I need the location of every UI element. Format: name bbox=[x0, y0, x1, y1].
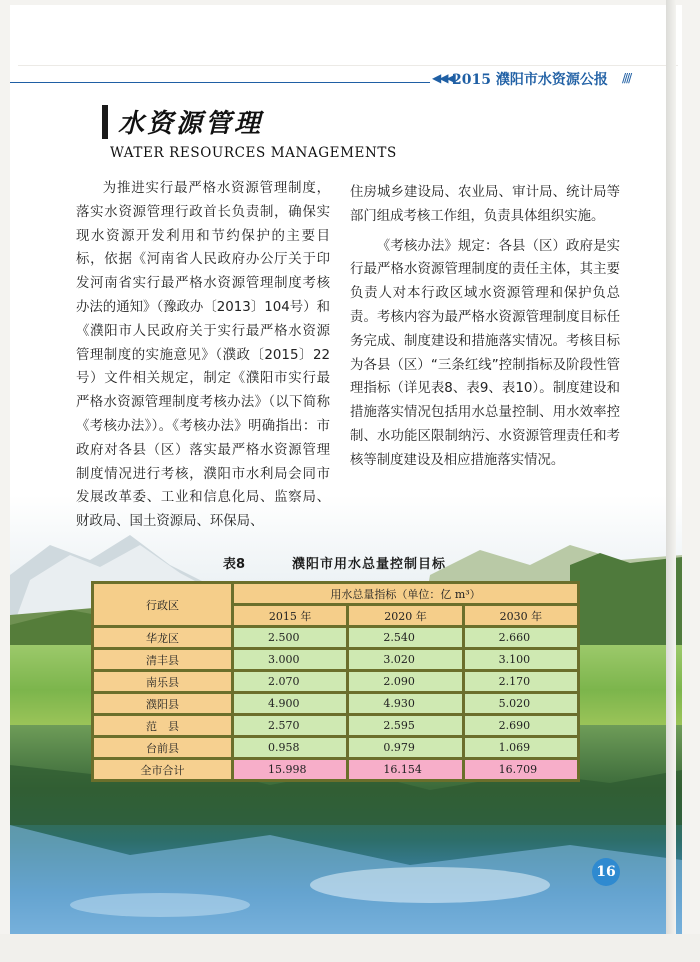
cell-value: 0.979 bbox=[348, 737, 463, 759]
total-value: 16.709 bbox=[463, 759, 578, 781]
header-year-2020: 2020 年 bbox=[348, 605, 463, 627]
cell-value: 2.170 bbox=[463, 671, 578, 693]
page-number: 16 bbox=[592, 858, 620, 886]
water-use-table bbox=[91, 581, 580, 782]
cell-value: 2.690 bbox=[463, 715, 578, 737]
cell-value: 2.595 bbox=[348, 715, 463, 737]
total-value: 16.154 bbox=[348, 759, 463, 781]
cell-value: 2.090 bbox=[348, 671, 463, 693]
section-title-cn: 水资源管理 bbox=[118, 109, 264, 139]
table-header-row bbox=[93, 583, 579, 605]
header-group: 用水总量指标（单位：亿 m³） bbox=[233, 583, 579, 605]
paragraph-continuation: 住房城乡建设局、农业局、审计局、统计局等部门组成考核工作组，负责具体组织实施。 bbox=[350, 185, 620, 224]
paper-sheet bbox=[10, 5, 682, 935]
total-label: 全市合计 bbox=[93, 759, 233, 781]
cell-value: 5.020 bbox=[463, 693, 578, 715]
fold-line bbox=[18, 65, 678, 66]
section-title-en: WATER RESOURCES MANAGEMENTS bbox=[110, 145, 397, 161]
cell-value: 2.540 bbox=[348, 627, 463, 649]
body-column-right bbox=[350, 181, 620, 473]
row-label: 清丰县 bbox=[93, 649, 233, 671]
page-bottom-margin bbox=[0, 934, 700, 962]
cell-value: 4.930 bbox=[348, 693, 463, 715]
table-row bbox=[93, 671, 579, 693]
header-year-2015: 2015 年 bbox=[233, 605, 348, 627]
header-year-2030: 2030 年 bbox=[463, 605, 578, 627]
row-label: 南乐县 bbox=[93, 671, 233, 693]
header-region: 行政区 bbox=[93, 583, 233, 627]
cell-value: 0.958 bbox=[233, 737, 348, 759]
row-label: 台前县 bbox=[93, 737, 233, 759]
cell-value: 4.900 bbox=[233, 693, 348, 715]
cell-value: 2.570 bbox=[233, 715, 348, 737]
paragraph-intro: 为推进实行最严格水资源管理制度，落实水资源管理行政首长负责制，确保实现水资源开发利用和节约保护的主要目标，依据《河南省人民政府办公厅关于印发河南省实行最严格水资源管理制度考核办法的通知》（豫政办〔2013〕104号）和《濮阳市人民政府关于实行最严格水资源管理制度的实施意见》（濮政〔2015〕22号）文件相关规定，制定《濮阳市实行最严格水资源管理制度考核办法》（以下简称《考核办法》）。《考核办法》明确指出：市政府对各县（区）落实最严格水资源管理制度情况进行考核，濮阳市水利局会同市发展改革委、工业和信息化局、监察局、财政局、国土资源局、环保局、 bbox=[76, 181, 330, 530]
table-row bbox=[93, 627, 579, 649]
row-label: 华龙区 bbox=[93, 627, 233, 649]
header-rule bbox=[10, 82, 430, 83]
table-row bbox=[93, 693, 579, 715]
cell-value: 3.000 bbox=[233, 649, 348, 671]
cell-value: 2.660 bbox=[463, 627, 578, 649]
table-number: 表8 bbox=[223, 557, 246, 572]
report-header-title: 2015 濮阳市水资源公报 bbox=[452, 72, 608, 88]
lake-reflection bbox=[10, 765, 682, 935]
body-column-left bbox=[76, 177, 330, 534]
page-edge-shadow bbox=[666, 0, 676, 940]
total-value: 15.998 bbox=[233, 759, 348, 781]
table-title: 濮阳市用水总量控制目标 bbox=[292, 557, 447, 572]
table-row bbox=[93, 737, 579, 759]
header-slashes-icon: //// bbox=[622, 71, 631, 85]
paragraph-assessment: 《考核办法》规定：各县（区）政府是实行最严格水资源管理制度的责任主体，其主要负责人对本行政区域水资源管理和保护负总责。考核内容为最严格水资源管理制度目标任务完成、制度建设和措施落实情况。考核目标为各县（区）“三条红线”控制指标及阶段性管理指标（详见表8、表9、表10）。制度建设和措施落实情况包括用水总量控制、用水效率控制、水功能区限制纳污、水资源管理责任和考核等制度建设及相应措施落实情况。 bbox=[350, 238, 620, 468]
cell-value: 2.070 bbox=[233, 671, 348, 693]
row-label: 范 县 bbox=[93, 715, 233, 737]
cell-value: 3.100 bbox=[463, 649, 578, 671]
cell-value: 3.020 bbox=[348, 649, 463, 671]
cell-value: 1.069 bbox=[463, 737, 578, 759]
row-label: 濮阳县 bbox=[93, 693, 233, 715]
section-accent-bar bbox=[102, 105, 108, 139]
header-chevrons-icon: ◀◀◀ bbox=[432, 71, 454, 85]
cell-value: 2.500 bbox=[233, 627, 348, 649]
table-total-row bbox=[93, 759, 579, 781]
table-row bbox=[93, 649, 579, 671]
table-row bbox=[93, 715, 579, 737]
